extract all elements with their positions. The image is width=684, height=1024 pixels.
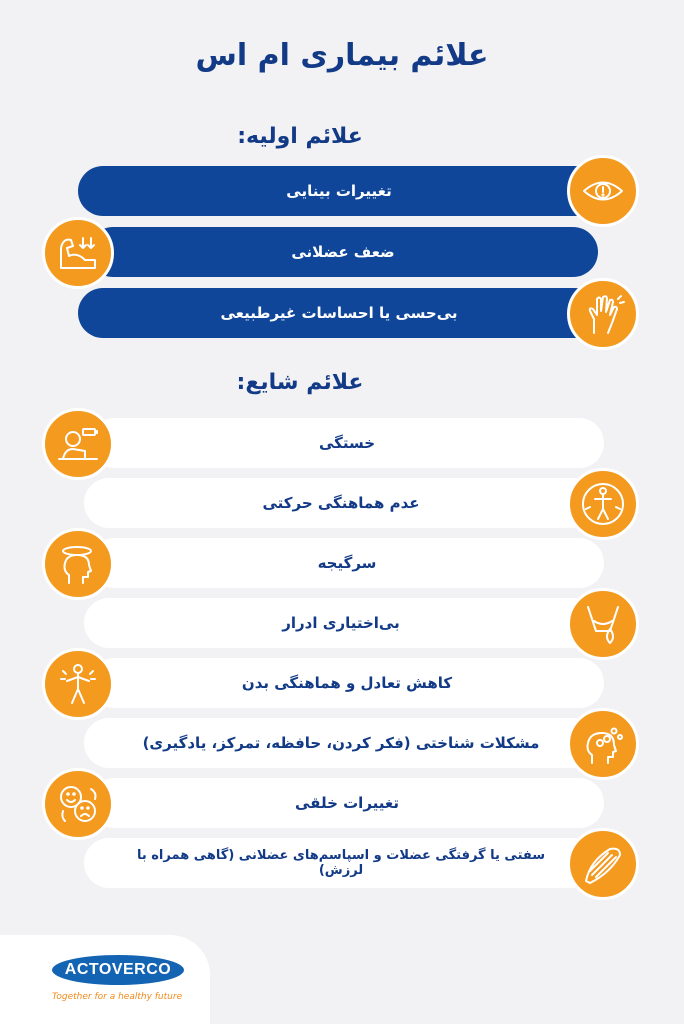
common-item-muscle-stiffness xyxy=(84,838,598,888)
muscle-fiber-icon xyxy=(567,828,639,900)
primary-item-vision xyxy=(78,166,600,216)
eye-icon xyxy=(567,155,639,227)
body-coordination-icon xyxy=(567,468,639,540)
item-label: بی‌اختیاری ادرار xyxy=(282,614,400,632)
page-title: علائم بیماری ام اس xyxy=(195,38,489,73)
brand-tagline: Together for a healthy future xyxy=(52,992,183,1002)
dizzy-head-icon xyxy=(42,528,114,600)
balance-person-icon xyxy=(42,648,114,720)
mood-faces-icon xyxy=(42,768,114,840)
item-label: سرگیجه xyxy=(317,554,377,572)
hand-tingling-icon xyxy=(567,278,639,350)
primary-symptoms-heading: علائم اولیه: xyxy=(237,124,363,149)
item-label: مشکلات شناختی (فکر کردن، حافظه، تمرکز، یادگیری) xyxy=(142,734,540,752)
brand-logo: ACTOVERCO xyxy=(52,955,184,985)
item-label: ضعف عضلانی xyxy=(291,243,395,261)
brain-head-icon xyxy=(567,708,639,780)
common-item-dizziness xyxy=(90,538,604,588)
fatigue-person-icon xyxy=(42,408,114,480)
item-label: خستگی xyxy=(318,434,376,452)
bladder-drop-icon xyxy=(567,588,639,660)
item-label: کاهش تعادل و هماهنگی بدن xyxy=(241,674,453,692)
item-label: عدم هماهنگی حرکتی xyxy=(262,494,420,512)
primary-item-muscle-weakness xyxy=(88,227,598,277)
common-item-coordination xyxy=(84,478,598,528)
item-label: تغییرات خلقی xyxy=(294,794,400,812)
common-item-incontinence xyxy=(84,598,598,648)
common-item-mood xyxy=(90,778,604,828)
common-item-balance xyxy=(90,658,604,708)
item-label: سفتی یا گرفتگی عضلات و اسپاسم‌های عضلانی (گاهی همراه با لرزش) xyxy=(136,848,546,878)
muscle-arm-icon xyxy=(42,217,114,289)
common-item-cognitive xyxy=(84,718,598,768)
item-label: بی‌حسی یا احساسات غیرطبیعی xyxy=(220,304,458,322)
common-symptoms-heading: علائم شایع: xyxy=(236,370,364,395)
common-item-fatigue xyxy=(90,418,604,468)
primary-item-numbness xyxy=(78,288,600,338)
item-label: تغییرات بینایی xyxy=(286,182,392,200)
